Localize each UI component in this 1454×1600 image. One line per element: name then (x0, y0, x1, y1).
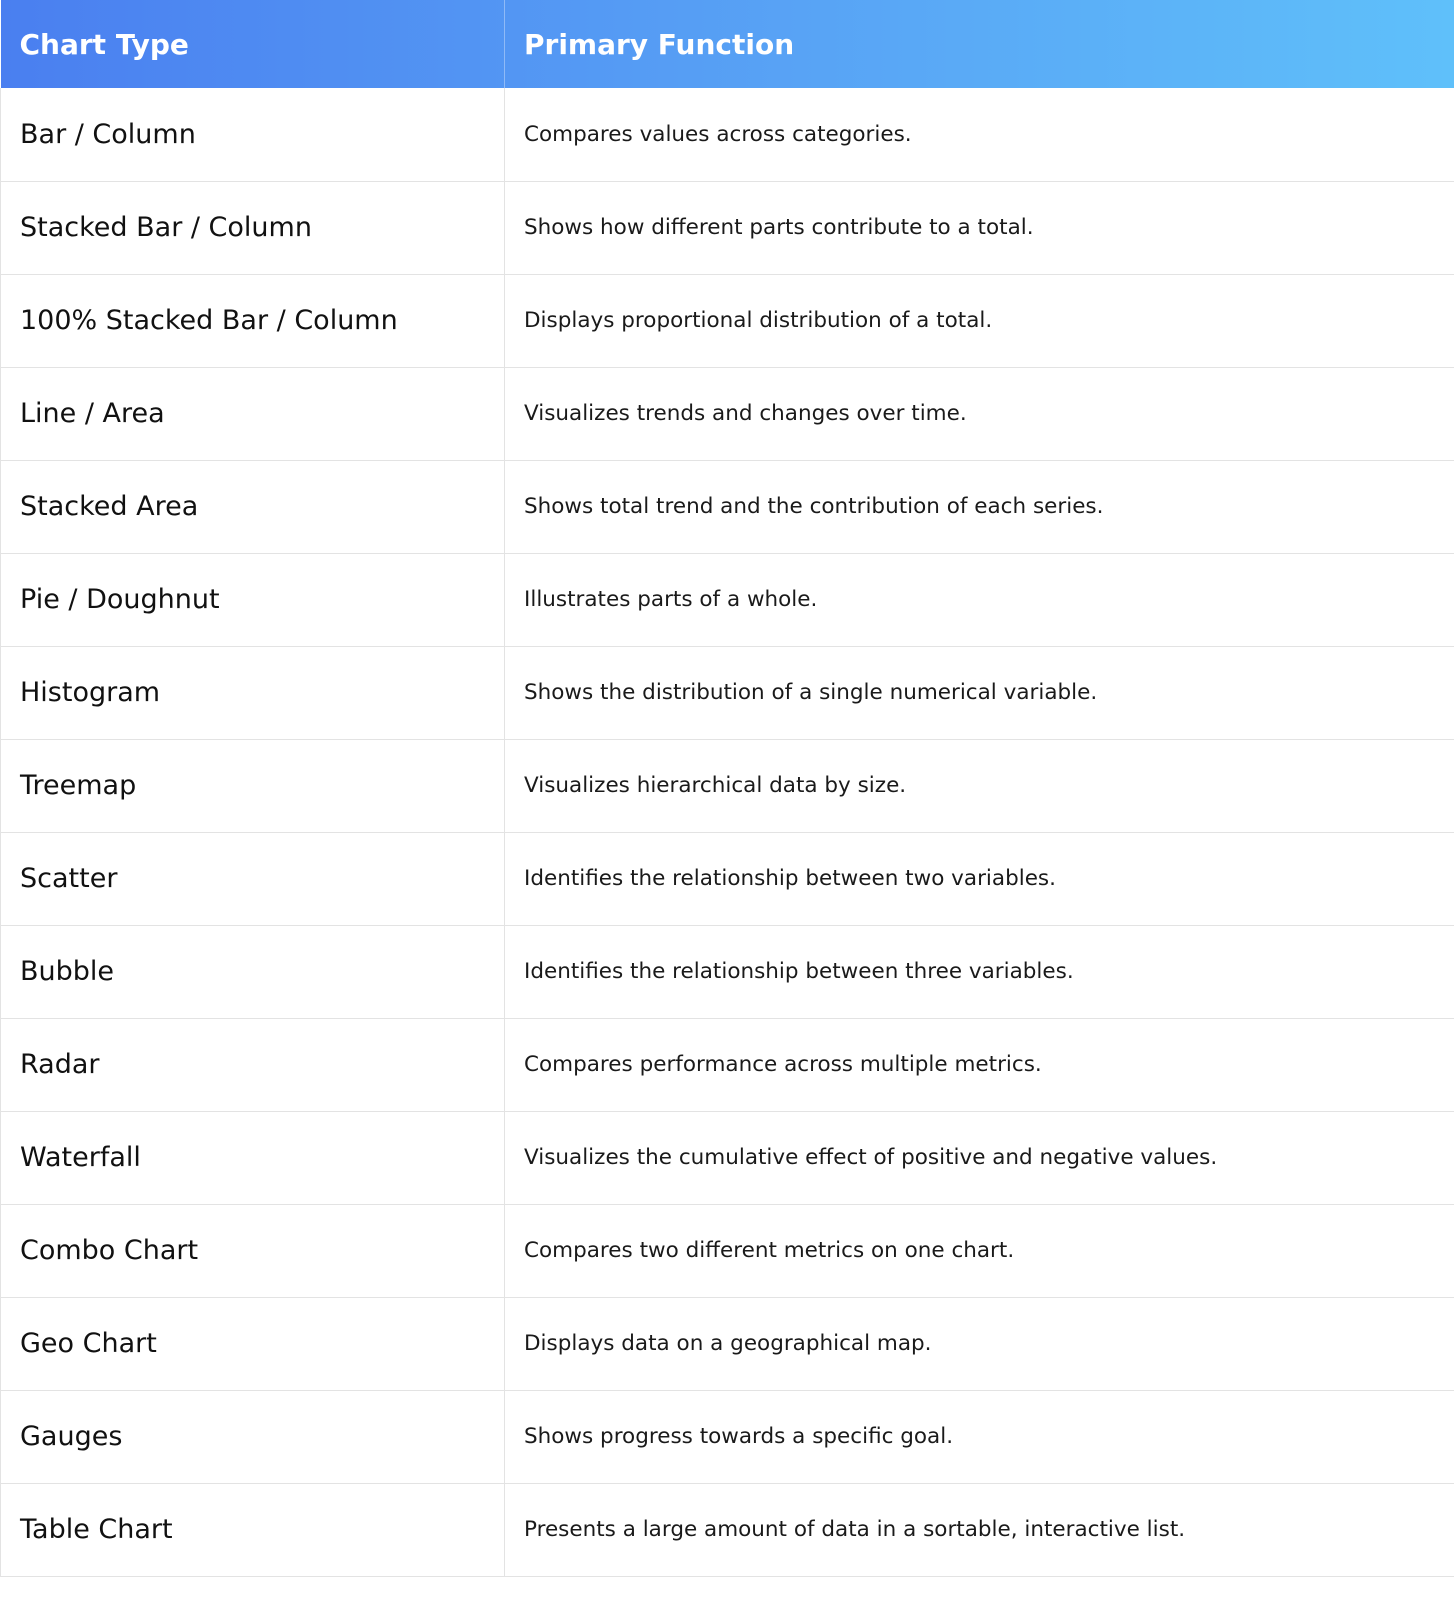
table-header (1, 0, 1454, 88)
cell-chart-type: Bubble (1, 925, 505, 1018)
table-row (1, 1018, 1454, 1111)
cell-primary-function: Identifies the relationship between two variables. (505, 832, 1454, 925)
cell-primary-function: Visualizes the cumulative effect of positive and negative values. (505, 1111, 1454, 1204)
table-row (1, 553, 1454, 646)
cell-primary-function: Compares values across categories. (505, 88, 1454, 181)
cell-primary-function: Visualizes hierarchical data by size. (505, 739, 1454, 832)
cell-chart-type: 100% Stacked Bar / Column (1, 274, 505, 367)
cell-primary-function: Shows the distribution of a single numerical variable. (505, 646, 1454, 739)
table-row (1, 1297, 1454, 1390)
cell-primary-function: Shows how different parts contribute to a total. (505, 181, 1454, 274)
table-row (1, 460, 1454, 553)
cell-chart-type: Table Chart (1, 1483, 505, 1576)
table-row (1, 739, 1454, 832)
table-body (1, 88, 1454, 1576)
table-row (1, 1483, 1454, 1576)
cell-chart-type: Gauges (1, 1390, 505, 1483)
table-row (1, 646, 1454, 739)
cell-primary-function: Presents a large amount of data in a sortable, interactive list. (505, 1483, 1454, 1576)
cell-primary-function: Compares performance across multiple metrics. (505, 1018, 1454, 1111)
header-primary-function: Primary Function (524, 27, 795, 61)
cell-chart-type: Combo Chart (1, 1204, 505, 1297)
table-row (1, 832, 1454, 925)
cell-chart-type: Waterfall (1, 1111, 505, 1204)
header-chart-type: Chart Type (1, 0, 505, 88)
cell-primary-function: Visualizes trends and changes over time. (505, 367, 1454, 460)
cell-chart-type: Geo Chart (1, 1297, 505, 1390)
cell-primary-function: Identifies the relationship between three variables. (505, 925, 1454, 1018)
cell-chart-type: Treemap (1, 739, 505, 832)
table-row (1, 1111, 1454, 1204)
cell-chart-type: Scatter (1, 832, 505, 925)
cell-primary-function: Illustrates parts of a whole. (505, 553, 1454, 646)
table-row (1, 367, 1454, 460)
cell-primary-function: Displays data on a geographical map. (505, 1297, 1454, 1390)
cell-chart-type: Radar (1, 1018, 505, 1111)
table-row (1, 181, 1454, 274)
cell-primary-function: Displays proportional distribution of a total. (505, 274, 1454, 367)
cell-chart-type: Stacked Area (1, 460, 505, 553)
table-row (1, 88, 1454, 181)
header-row (1, 0, 1454, 88)
table-row (1, 925, 1454, 1018)
cell-primary-function: Shows total trend and the contribution of each series. (505, 460, 1454, 553)
cell-chart-type: Stacked Bar / Column (1, 181, 505, 274)
table-row (1, 1204, 1454, 1297)
cell-primary-function: Shows progress towards a specific goal. (505, 1390, 1454, 1483)
cell-chart-type: Line / Area (1, 367, 505, 460)
table-row (1, 1390, 1454, 1483)
cell-chart-type: Bar / Column (1, 88, 505, 181)
table-row (1, 274, 1454, 367)
cell-primary-function: Compares two different metrics on one chart. (505, 1204, 1454, 1297)
cell-chart-type: Pie / Doughnut (1, 553, 505, 646)
cell-chart-type: Histogram (1, 646, 505, 739)
